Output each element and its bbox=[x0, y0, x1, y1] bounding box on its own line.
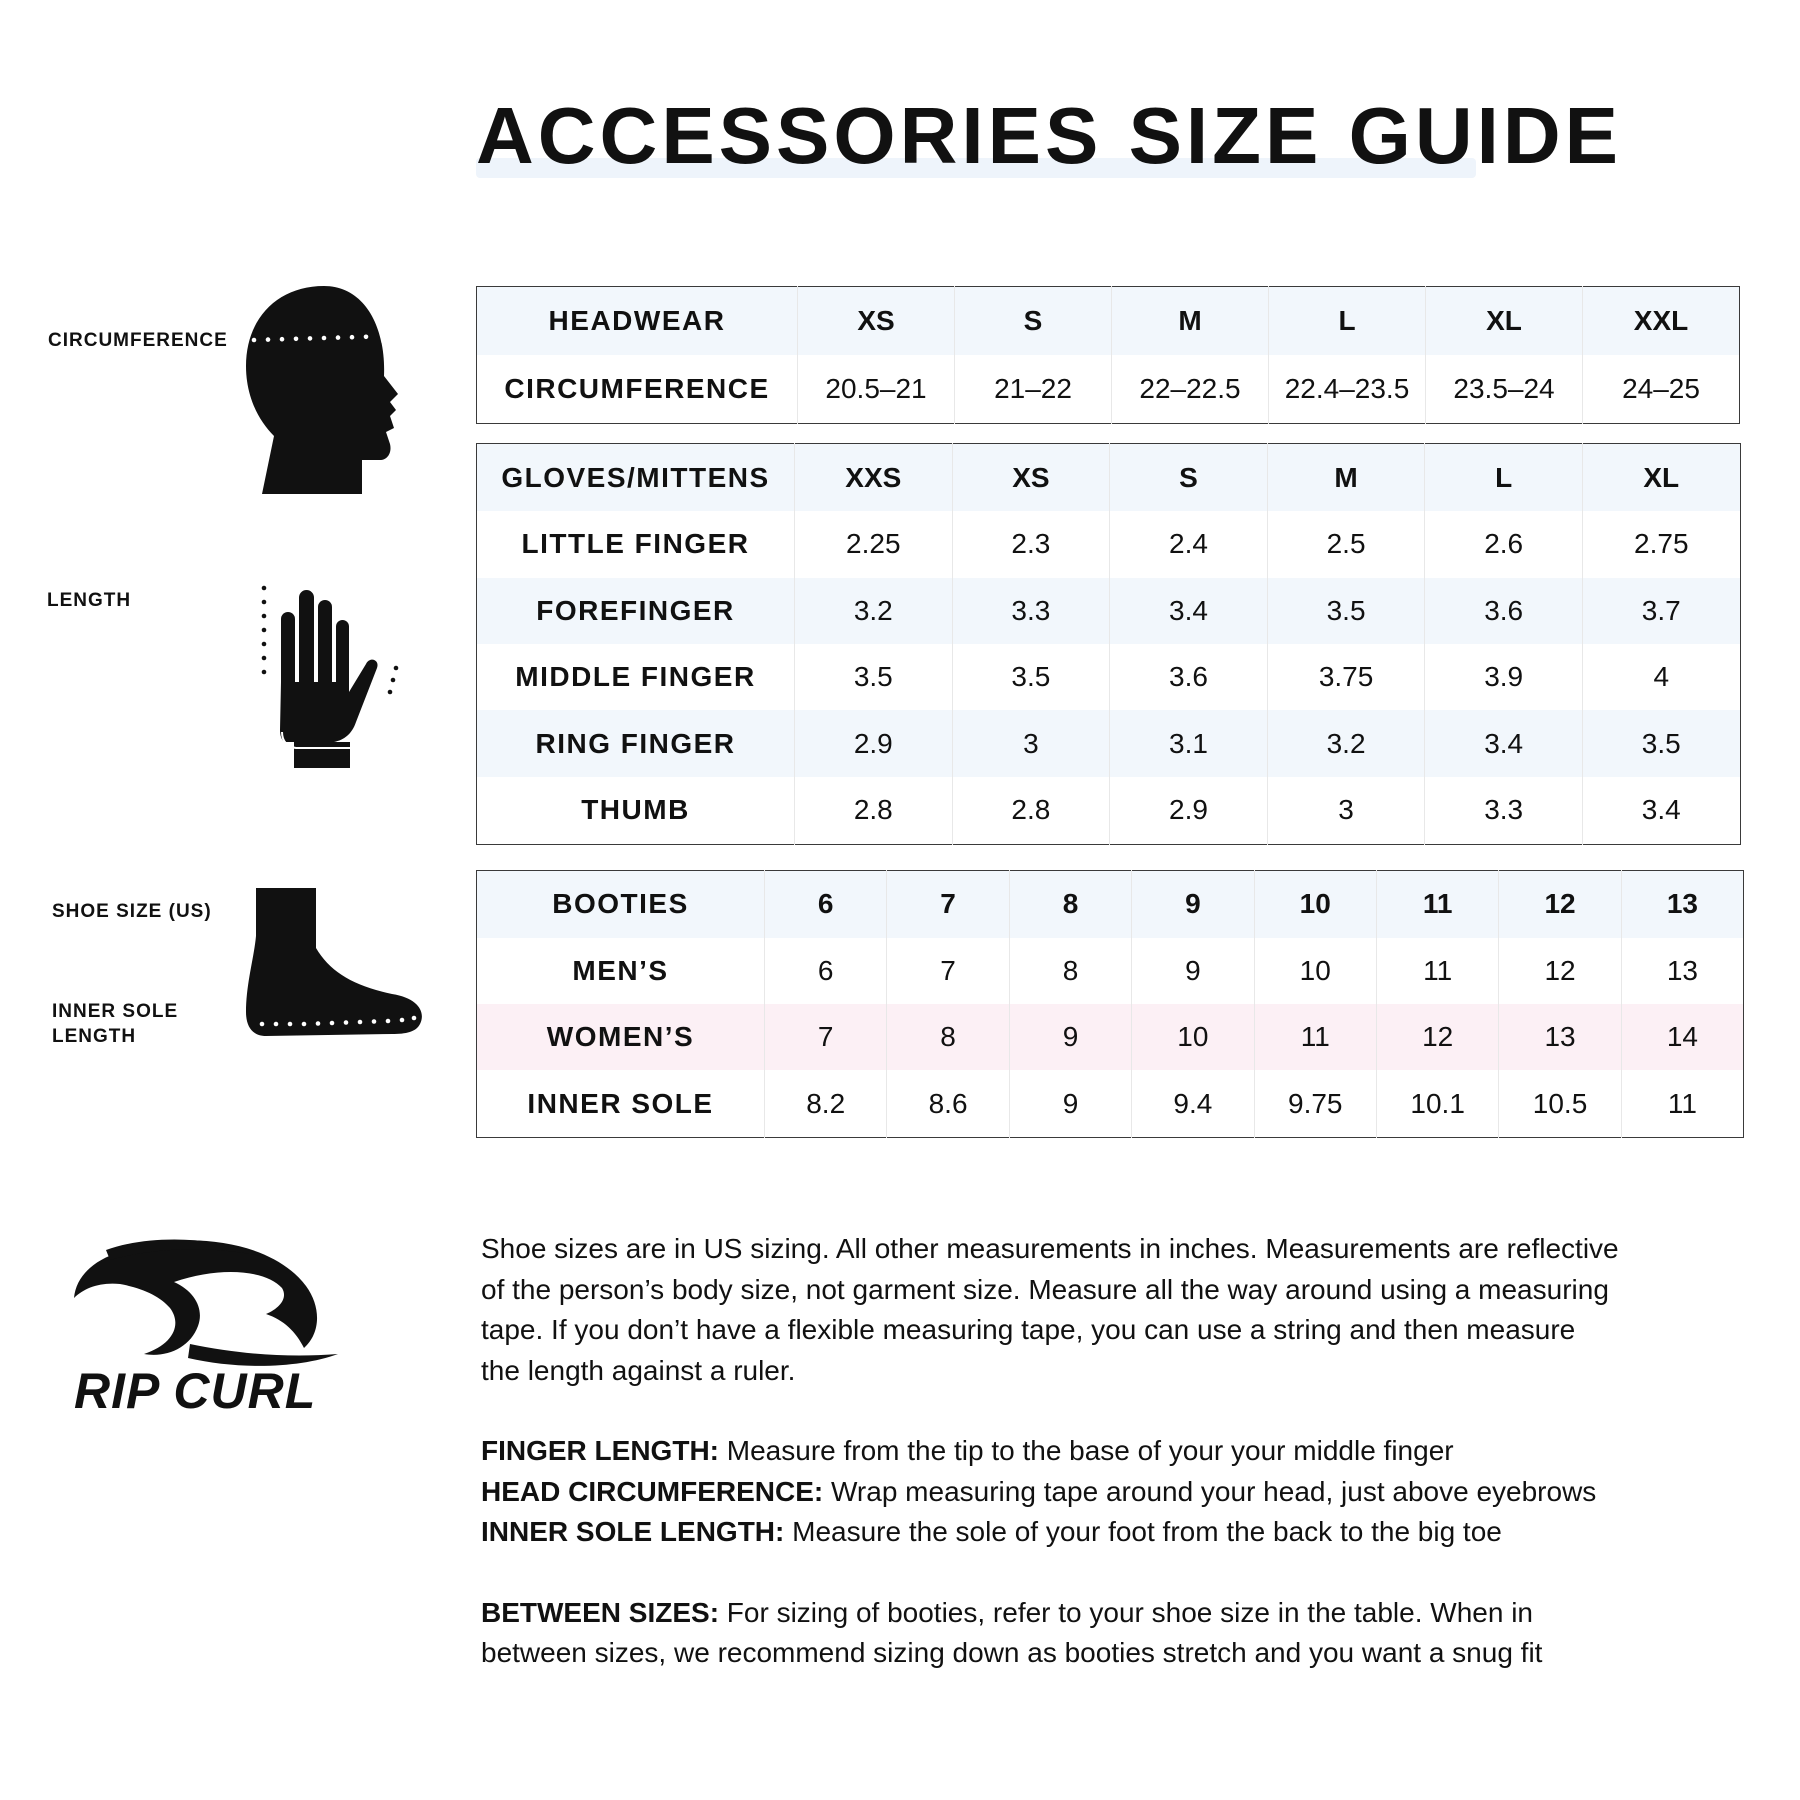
booties-size-table bbox=[476, 870, 1744, 1138]
table-header-cell: S bbox=[955, 287, 1112, 356]
table-cell: 4 bbox=[1582, 644, 1740, 710]
table-cell: 7 bbox=[765, 1004, 887, 1070]
table-cell: 22.4–23.5 bbox=[1269, 355, 1426, 424]
table-cell: 8 bbox=[1009, 938, 1131, 1004]
table-cell: 10 bbox=[1132, 1004, 1254, 1070]
size-guide-notes bbox=[481, 1229, 1741, 1674]
table-cell: 10.1 bbox=[1376, 1070, 1498, 1137]
row-label-cell: LITTLE FINGER bbox=[477, 511, 795, 577]
table-row bbox=[477, 777, 1741, 845]
row-label-cell: RING FINGER bbox=[477, 710, 795, 776]
table-cell: 22–22.5 bbox=[1112, 355, 1269, 424]
table-cell: 3.2 bbox=[795, 578, 953, 644]
table-cell: 11 bbox=[1254, 1004, 1376, 1070]
intro-line: of the person’s body size, not garment size. Measure all the way around using a measuring bbox=[481, 1273, 1609, 1305]
table-cell: 8.2 bbox=[765, 1070, 887, 1137]
row-label-cell: FOREFINGER bbox=[477, 578, 795, 644]
table-cell: 9 bbox=[1009, 1070, 1131, 1137]
inner-sole-heading: INNER SOLE LENGTH: bbox=[481, 1516, 785, 1547]
table-cell: 11 bbox=[1376, 938, 1498, 1004]
table-header-cell: XS bbox=[952, 444, 1110, 512]
table-cell: 3.7 bbox=[1582, 578, 1740, 644]
table-row bbox=[477, 644, 1741, 710]
intro-line: Shoe sizes are in US sizing. All other measurements in inches. Measurements are reflective bbox=[481, 1233, 1619, 1264]
table-row bbox=[477, 578, 1741, 644]
table-cell: 3.3 bbox=[952, 578, 1110, 644]
length-label: LENGTH bbox=[47, 590, 132, 611]
row-label-cell: MEN’S bbox=[477, 938, 765, 1004]
table-cell: 23.5–24 bbox=[1426, 355, 1583, 424]
table-cell: 2.75 bbox=[1582, 511, 1740, 577]
table-cell: 3.1 bbox=[1110, 710, 1268, 776]
table-cell: 21–22 bbox=[955, 355, 1112, 424]
table-cell: 8.6 bbox=[887, 1070, 1009, 1137]
gloves-header-row bbox=[477, 444, 1741, 512]
head-circumference-note bbox=[481, 1472, 1741, 1513]
table-cell: 2.8 bbox=[952, 777, 1110, 845]
head-silhouette-icon bbox=[240, 284, 420, 496]
table-cell: 3.4 bbox=[1582, 777, 1740, 845]
table-row bbox=[477, 710, 1741, 776]
inner-sole-text: Measure the sole of your foot from the back to the big toe bbox=[784, 1516, 1502, 1547]
table-header-cell: 10 bbox=[1254, 871, 1376, 938]
intro-line: tape. If you don’t have a flexible measuring tape, you can use a string and then measure bbox=[481, 1314, 1576, 1345]
table-header-cell: M bbox=[1267, 444, 1425, 512]
table-cell: 24–25 bbox=[1583, 355, 1740, 424]
inner-sole-note bbox=[481, 1512, 1741, 1553]
table-cell: 3.6 bbox=[1110, 644, 1268, 710]
head-circumference-text: Wrap measuring tape around your head, just above eyebrows bbox=[823, 1475, 1597, 1507]
row-label-cell: MIDDLE FINGER bbox=[477, 644, 795, 710]
table-header-cell: XXL bbox=[1583, 287, 1740, 356]
finger-length-note bbox=[481, 1431, 1741, 1472]
table-cell: 9.4 bbox=[1132, 1070, 1254, 1137]
intro-line: the length against a ruler. bbox=[481, 1354, 796, 1386]
head-circumference-heading: HEAD CIRCUMFERENCE: bbox=[481, 1475, 824, 1507]
table-cell: 3.3 bbox=[1425, 777, 1583, 845]
table-cell: 2.3 bbox=[952, 511, 1110, 577]
table-row bbox=[477, 511, 1741, 577]
table-cell: 9 bbox=[1009, 1004, 1131, 1070]
table-header-cell: L bbox=[1269, 287, 1426, 356]
table-cell: 7 bbox=[887, 938, 1009, 1004]
table-header-cell: HEADWEAR bbox=[477, 287, 798, 356]
table-cell: 13 bbox=[1621, 938, 1743, 1004]
circumference-label: CIRCUMFERENCE bbox=[48, 330, 228, 351]
between-sizes-note bbox=[481, 1593, 1741, 1634]
finger-length-text: Measure from the tip to the base of your your middle finger bbox=[719, 1435, 1454, 1466]
between-sizes-text: For sizing of booties, refer to your shoe size in the table. When in bbox=[719, 1596, 1533, 1628]
table-header-cell: 13 bbox=[1621, 871, 1743, 938]
table-header-cell: XS bbox=[798, 287, 955, 356]
table-cell: 13 bbox=[1499, 1004, 1621, 1070]
table-cell: 12 bbox=[1376, 1004, 1498, 1070]
table-header-cell: M bbox=[1112, 287, 1269, 356]
table-cell: 12 bbox=[1499, 938, 1621, 1004]
table-cell: 8 bbox=[887, 1004, 1009, 1070]
table-header-cell: XL bbox=[1582, 444, 1740, 512]
finger-length-heading: FINGER LENGTH: bbox=[481, 1435, 719, 1466]
table-header-cell: 7 bbox=[887, 871, 1009, 938]
table-cell: 3.9 bbox=[1425, 644, 1583, 710]
table-cell: 2.25 bbox=[795, 511, 953, 577]
table-cell: 2.9 bbox=[795, 710, 953, 776]
table-cell: 2.6 bbox=[1425, 511, 1583, 577]
table-row bbox=[477, 1070, 1744, 1137]
table-header-cell: XL bbox=[1426, 287, 1583, 356]
table-header-cell: XXS bbox=[795, 444, 953, 512]
rip-curl-logo bbox=[70, 1236, 436, 1414]
table-cell: 14 bbox=[1621, 1004, 1743, 1070]
gloves-size-table bbox=[476, 443, 1741, 845]
hand-silhouette-icon bbox=[256, 582, 406, 772]
table-header-cell: 8 bbox=[1009, 871, 1131, 938]
table-header-cell: 12 bbox=[1499, 871, 1621, 938]
table-cell: 2.4 bbox=[1110, 511, 1268, 577]
logo-wordmark: RIP CURL bbox=[74, 1363, 317, 1414]
headwear-size-table bbox=[476, 286, 1740, 424]
table-cell: 3 bbox=[952, 710, 1110, 776]
table-cell: 2.8 bbox=[795, 777, 953, 845]
row-label-cell: INNER SOLE bbox=[477, 1070, 765, 1137]
table-cell: 6 bbox=[765, 938, 887, 1004]
table-cell: 3.6 bbox=[1425, 578, 1583, 644]
table-row bbox=[477, 938, 1744, 1004]
row-label-cell: THUMB bbox=[477, 777, 795, 845]
table-header-cell: GLOVES/MITTENS bbox=[477, 444, 795, 512]
between-sizes-heading: BETWEEN SIZES: bbox=[481, 1596, 720, 1628]
table-header-cell: S bbox=[1110, 444, 1268, 512]
table-header-cell: 6 bbox=[765, 871, 887, 938]
table-cell: 9.75 bbox=[1254, 1070, 1376, 1137]
table-cell: 11 bbox=[1621, 1070, 1743, 1137]
table-cell: 3.4 bbox=[1110, 578, 1268, 644]
table-cell: 20.5–21 bbox=[798, 355, 955, 424]
table-header-cell: BOOTIES bbox=[477, 871, 765, 938]
shoe-size-label: SHOE SIZE (US) bbox=[52, 901, 212, 922]
table-header-cell: L bbox=[1425, 444, 1583, 512]
table-cell: 10.5 bbox=[1499, 1070, 1621, 1137]
table-cell: 3.5 bbox=[795, 644, 953, 710]
booties-header-row bbox=[477, 871, 1744, 938]
inner-sole-label-line1: INNER SOLE bbox=[52, 1001, 179, 1022]
table-cell: 3.5 bbox=[1582, 710, 1740, 776]
table-cell: 3.4 bbox=[1425, 710, 1583, 776]
page-title: ACCESSORIES SIZE GUIDE bbox=[476, 91, 1622, 180]
table-header-cell: 9 bbox=[1132, 871, 1254, 938]
table-cell: 9 bbox=[1132, 938, 1254, 1004]
between-sizes-note-cont: between sizes, we recommend sizing down as booties stretch and you want a snug fit bbox=[481, 1637, 1543, 1668]
table-cell: 3.2 bbox=[1267, 710, 1425, 776]
table-cell: 2.9 bbox=[1110, 777, 1268, 845]
table-cell: 3.5 bbox=[1267, 578, 1425, 644]
table-cell: 3 bbox=[1267, 777, 1425, 845]
row-label-cell: WOMEN’S bbox=[477, 1004, 765, 1070]
table-cell: 3.5 bbox=[952, 644, 1110, 710]
table-row bbox=[477, 1004, 1744, 1070]
table-header-cell: 11 bbox=[1376, 871, 1498, 938]
table-cell: 3.75 bbox=[1267, 644, 1425, 710]
table-cell: 10 bbox=[1254, 938, 1376, 1004]
row-label-cell: CIRCUMFERENCE bbox=[477, 355, 798, 424]
table-row bbox=[477, 355, 1740, 424]
headwear-header-row bbox=[477, 287, 1740, 356]
foot-silhouette-icon bbox=[242, 888, 432, 1042]
inner-sole-label-line2: LENGTH bbox=[52, 1026, 137, 1047]
table-cell: 2.5 bbox=[1267, 511, 1425, 577]
